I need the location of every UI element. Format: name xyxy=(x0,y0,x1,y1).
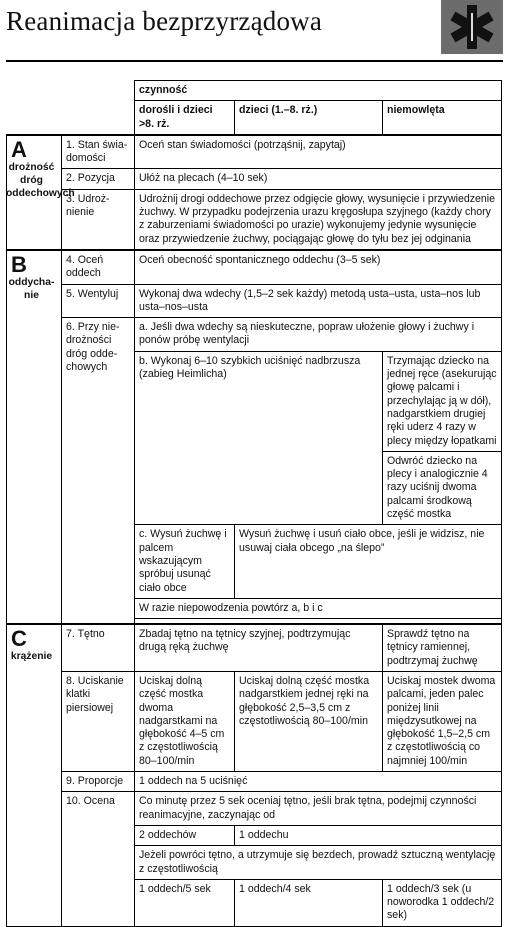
row-5 xyxy=(7,284,502,318)
step-text-1: Co minutę przez 5 sek oceniaj tętno, jeśli brak tętna, podejmij czynności reanimacyjne, zaczynając od xyxy=(135,792,502,826)
step-child-infant-breaths: 1 oddechu xyxy=(235,825,502,845)
step-adult-breaths: 2 oddechów xyxy=(135,825,235,845)
step-text-b-infant-2: Odwróć dziecko na plecy i analogicznie 4 razy uciśnij dwoma palcami środkową część mostka xyxy=(383,451,502,524)
step-text-adult-child: Zbadaj tętno na tętnicy szyjnej, podtrzymując drugą ręką żuchwę xyxy=(135,624,383,671)
step-text-adult: Uciskaj dolną część mostka dwoma nadgarstkami na głębokość 4–5 cm z częstotliwością 80–100/min xyxy=(135,671,235,771)
step-text: Udrożnij drogi oddechowe przez odgięcie głowy, wysunięcie i przywiedzenie żuchwy. W przypadku podejrzenia urazu kręgosłupa szyjnego (każdy chory z zaburzeniami świadomości po urazie) wykonujemy jedynie wysunięcie oraz przywiedzenie żuchwy, pociągając głowę do tyłu bez jej odginania xyxy=(135,189,502,250)
row-9 xyxy=(7,772,502,792)
page-title: Reanimacja bezprzyrządowa xyxy=(6,6,323,36)
row-10a xyxy=(7,792,502,826)
step-text-repeat: W razie niepowodzenia powtórz a, b i c xyxy=(135,598,502,618)
step-text-a: a. Jeśli dwa wdechy są nieskuteczne, popraw ułożenie głowy i żuchwy i ponów próbę wentylacji xyxy=(135,318,502,352)
section-b-letter: B xyxy=(11,251,27,277)
section-a-letter: A xyxy=(11,136,27,162)
header-row-activity xyxy=(7,81,502,101)
col-header-children: dzieci (1.–8. rż.) xyxy=(235,101,383,135)
step-text-b-infant-1: Trzymając dziecko na jednej ręce (asekurując głowę palcami i przechylając ją w dół), nadgarstkiem drugiej ręki uderz 4 razy w plecy między łopatkami xyxy=(383,351,502,451)
step-text-b-adult-child: b. Wykonaj 6–10 szybkich uciśnięć nadbrzusza (zabieg Heimlicha) xyxy=(135,351,383,525)
star-of-life-icon xyxy=(441,0,503,54)
step-label: 10. Ocena xyxy=(62,792,135,926)
step-child-rate: 1 oddech/4 sek xyxy=(235,879,383,926)
row-3 xyxy=(7,189,502,250)
step-text-infant: Sprawdź tętno na tętnicy ramiennej, podtrzymaj żuchwę xyxy=(383,624,502,671)
row-8 xyxy=(7,671,502,771)
row-4 xyxy=(7,250,502,284)
step-text: Wykonaj dwa wdechy (1,5–2 sek każdy) metodą usta–usta, usta–nos lub usta–nos–usta xyxy=(135,284,502,318)
step-label: 1. Stan świa-domości xyxy=(62,135,135,169)
step-label: 5. Wentyluj xyxy=(62,284,135,318)
section-c-name: krążenie xyxy=(10,651,53,663)
resuscitation-table xyxy=(6,80,502,927)
step-text-child: Uciskaj dolną część mostka nadgarstkiem jednej ręki na głębokość 2,5–3,5 cm z częstotliwością 80–100/min xyxy=(235,671,383,771)
step-text-infant: Uciskaj mostek dwoma palcami, jeden palec poniżej linii międzysutkowej na głębokość 1,5–2,5 cm z częstotliwością co najmniej 100/min xyxy=(383,671,502,771)
step-text: 1 oddech na 5 uciśnięć xyxy=(135,772,502,792)
step-infant-rate: 1 oddech/3 sek (u noworodka 1 oddech/2 sek) xyxy=(383,879,502,926)
step-text: Oceń stan świadomości (potrząśnij, zapytaj) xyxy=(135,135,502,169)
section-a-name: drożność dróg oddechowych xyxy=(6,161,75,199)
section-c-letter: C xyxy=(11,626,27,652)
col-header-activity: czynność xyxy=(135,81,502,101)
step-label: 8. Uciskanie klatki piersiowej xyxy=(62,671,135,771)
step-text: Ułóż na plecach (4–10 sek) xyxy=(135,169,502,189)
step-label: 6. Przy nie-drożności dróg odde-chowych xyxy=(62,318,135,624)
step-text: Oceń obecność spontanicznego oddechu (3–5 sek) xyxy=(135,250,502,284)
step-text-c-child-infant: Wysuń żuchwę i usuń ciało obce, jeśli je widzisz, nie usuwaj ciała obcego „na ślepo” xyxy=(235,525,502,598)
step-label: 7. Tętno xyxy=(62,624,135,671)
row-1 xyxy=(7,135,502,169)
step-label: 4. Oceń oddech xyxy=(62,250,135,284)
step-text-c-adult: c. Wysuń żuchwę i palcem wskazującym spróbuj usunąć ciało obce xyxy=(135,525,235,598)
section-b-name: oddycha-nie xyxy=(8,276,55,301)
section-c xyxy=(7,624,62,926)
header-rule xyxy=(6,60,503,62)
col-header-infants: niemowlęta xyxy=(383,101,502,135)
step-label: 2. Pozycja xyxy=(62,169,135,189)
step-label: 3. Udroż-nienie xyxy=(62,189,135,250)
step-text-2: Jeżeli powróci tętno, a utrzymuje się bezdech, prowadź sztuczną wentylację z częstotliwością xyxy=(135,846,502,880)
section-a xyxy=(6,135,75,250)
section-b xyxy=(7,250,62,624)
row-6a xyxy=(7,318,502,352)
step-adult-rate: 1 oddech/5 sek xyxy=(135,879,235,926)
row-7 xyxy=(7,624,502,671)
step-label: 9. Proporcje xyxy=(62,772,135,792)
col-header-adults: dorośli i dzieci >8. rż. xyxy=(135,101,235,135)
row-2 xyxy=(7,169,502,189)
